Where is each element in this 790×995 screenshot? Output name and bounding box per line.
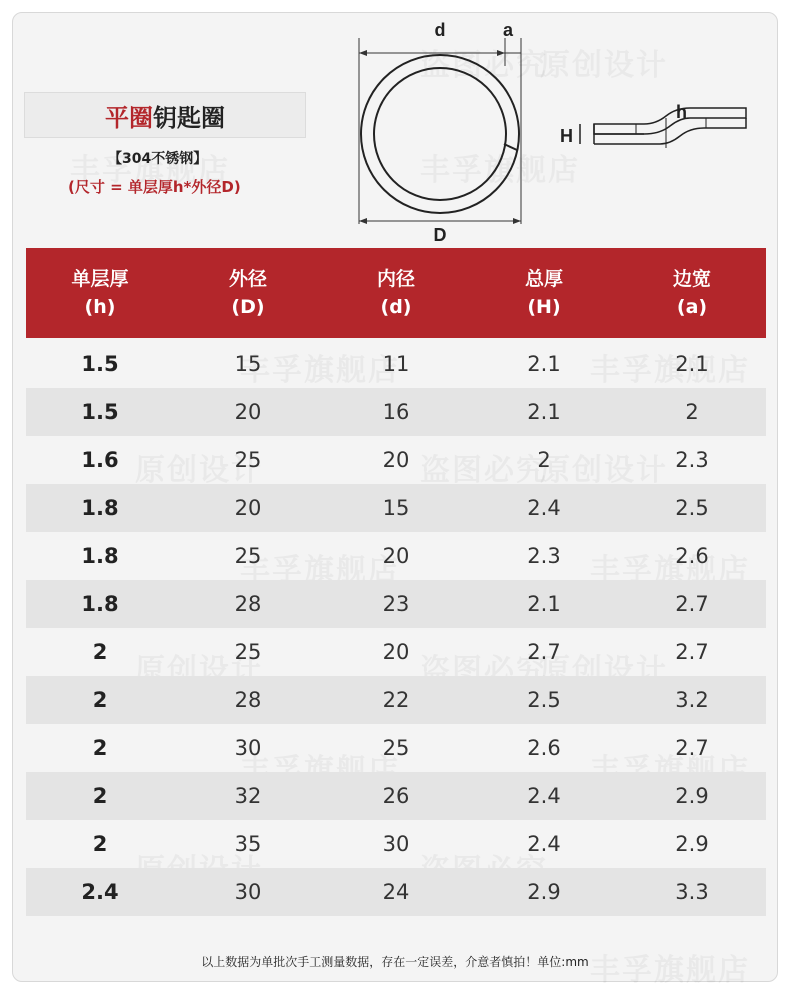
- cell-thickness: 2: [92, 784, 108, 808]
- cell-thickness: 2: [92, 688, 108, 712]
- table-row: [26, 532, 766, 580]
- table-row: [26, 676, 766, 724]
- header-symbol: (h): [84, 296, 116, 318]
- cell-outer-diameter: 25: [234, 640, 262, 664]
- cell-thickness: 1.5: [81, 400, 119, 424]
- cell-inner-diameter: 23: [382, 592, 410, 616]
- cell-edge-width: 2.6: [675, 544, 709, 568]
- cell-edge-width: 2.3: [675, 448, 709, 472]
- cell-total-thickness: 2.5: [527, 688, 561, 712]
- header-thickness: [26, 248, 174, 338]
- header-edge-width: [618, 248, 766, 338]
- cell-total-thickness: 2.4: [527, 832, 561, 856]
- cell-thickness: 1.5: [81, 352, 119, 376]
- cell-inner-diameter: 25: [382, 736, 410, 760]
- table-row: [26, 436, 766, 484]
- ring-side-diagram: [556, 98, 756, 158]
- header-symbol: (H): [527, 296, 561, 318]
- header-total-thickness: [470, 248, 618, 338]
- cell-edge-width: 2.1: [675, 352, 709, 376]
- label-h: h: [676, 102, 687, 122]
- cell-thickness: 1.8: [81, 592, 119, 616]
- table-body: [26, 340, 766, 916]
- cell-edge-width: 2.7: [675, 640, 709, 664]
- cell-total-thickness: 2.7: [527, 640, 561, 664]
- label-a: a: [502, 20, 514, 40]
- cell-edge-width: 2: [685, 400, 699, 424]
- cell-outer-diameter: 30: [234, 880, 262, 904]
- size-formula: (尺寸 = 单层厚h*外径D): [68, 178, 241, 196]
- header-label: 边宽: [672, 268, 711, 290]
- cell-thickness: 1.8: [81, 544, 119, 568]
- cell-edge-width: 2.9: [675, 784, 709, 808]
- cell-thickness: 1.8: [81, 496, 119, 520]
- cell-outer-diameter: 20: [234, 496, 262, 520]
- cell-outer-diameter: 25: [234, 448, 262, 472]
- header-label: 外径: [228, 268, 267, 290]
- cell-inner-diameter: 20: [382, 544, 410, 568]
- header-label: 单层厚: [71, 268, 129, 290]
- measurement-note: 以上数据为单批次手工测量数据，存在一定误差，介意者慎拍！单位:mm: [201, 955, 589, 969]
- cell-outer-diameter: 35: [234, 832, 262, 856]
- cell-inner-diameter: 22: [382, 688, 410, 712]
- cell-thickness: 2: [92, 736, 108, 760]
- cell-total-thickness: 2.1: [527, 400, 561, 424]
- product-title: [24, 92, 306, 138]
- cell-inner-diameter: 11: [382, 352, 410, 376]
- cell-edge-width: 2.7: [675, 736, 709, 760]
- cell-outer-diameter: 32: [234, 784, 262, 808]
- label-H: H: [560, 126, 573, 146]
- table-row: [26, 628, 766, 676]
- cell-total-thickness: 2.1: [527, 592, 561, 616]
- cell-edge-width: 3.2: [675, 688, 709, 712]
- cell-total-thickness: 2.4: [527, 784, 561, 808]
- table-row: [26, 484, 766, 532]
- cell-outer-diameter: 30: [234, 736, 262, 760]
- label-d: d: [434, 20, 446, 40]
- cell-inner-diameter: 20: [382, 448, 410, 472]
- header-label: 总厚: [524, 268, 563, 290]
- cell-inner-diameter: 30: [382, 832, 410, 856]
- header-symbol: (D): [231, 296, 265, 318]
- ring-diagram: [340, 14, 540, 244]
- cell-thickness: 1.6: [81, 448, 119, 472]
- table-row: [26, 772, 766, 820]
- cell-outer-diameter: 20: [234, 400, 262, 424]
- cell-thickness: 2.4: [81, 880, 119, 904]
- cell-outer-diameter: 28: [234, 688, 262, 712]
- label-D: D: [433, 225, 447, 244]
- cell-edge-width: 2.5: [675, 496, 709, 520]
- table-row: [26, 820, 766, 868]
- product-title-highlight: 平圈: [105, 103, 153, 132]
- cell-total-thickness: 2: [537, 448, 551, 472]
- cell-outer-diameter: 25: [234, 544, 262, 568]
- product-title-rest: 钥匙圈: [153, 103, 225, 132]
- cell-total-thickness: 2.4: [527, 496, 561, 520]
- header-outer-diameter: [174, 248, 322, 338]
- table-row: [26, 340, 766, 388]
- table-row: [26, 388, 766, 436]
- cell-edge-width: 3.3: [675, 880, 709, 904]
- cell-edge-width: 2.9: [675, 832, 709, 856]
- header-inner-diameter: [322, 248, 470, 338]
- cell-edge-width: 2.7: [675, 592, 709, 616]
- cell-outer-diameter: 28: [234, 592, 262, 616]
- cell-inner-diameter: 24: [382, 880, 410, 904]
- cell-inner-diameter: 26: [382, 784, 410, 808]
- header-symbol: (d): [380, 296, 412, 318]
- material-label: 【304不锈钢】: [108, 151, 208, 167]
- cell-total-thickness: 2.9: [527, 880, 561, 904]
- table-header: [26, 248, 766, 338]
- cell-total-thickness: 2.1: [527, 352, 561, 376]
- cell-inner-diameter: 15: [382, 496, 410, 520]
- cell-thickness: 2: [92, 832, 108, 856]
- cell-total-thickness: 2.3: [527, 544, 561, 568]
- table-row: [26, 580, 766, 628]
- header-symbol: (a): [676, 296, 708, 318]
- cell-thickness: 2: [92, 640, 108, 664]
- table-row: [26, 724, 766, 772]
- cell-total-thickness: 2.6: [527, 736, 561, 760]
- table-row: [26, 868, 766, 916]
- header-label: 内径: [376, 268, 415, 290]
- cell-inner-diameter: 20: [382, 640, 410, 664]
- cell-inner-diameter: 16: [382, 400, 410, 424]
- cell-outer-diameter: 15: [234, 352, 262, 376]
